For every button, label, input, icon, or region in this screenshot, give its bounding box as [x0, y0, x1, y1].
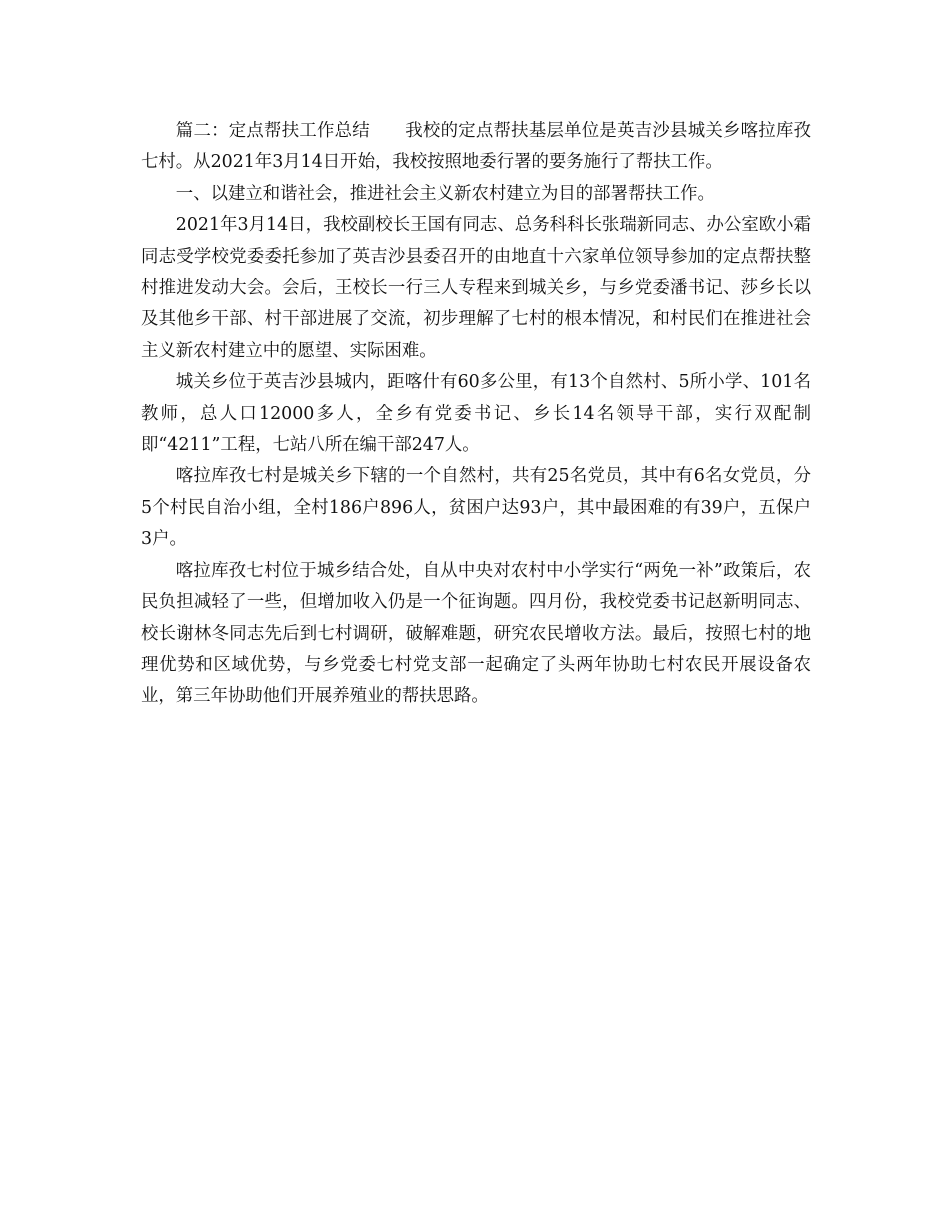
paragraph-assistance-plan: 喀拉库孜七村位于城乡结合处，自从中央对农村中小学实行“两免一补”政策后，农民负担减轻了一些，但增加收入仍是一个征询题。四月份，我校党委书记赵新明同志、校长谢林冬同志先后到七村调研，破解难题，研究农民增收方法。最后，按照七村的地理优势和区域优势，与乡党委七村党支部一起确定了头两年协助七村农民开展设备农业，第三年协助他们开展养殖业的帮扶思路。 [141, 560, 811, 707]
paragraph-meeting: 2021年3月14日，我校副校长王国有同志、总务科科长张瑞新同志、办公室欧小霜同志受学校党委委托参加了英吉沙县委召开的由地直十六家单位领导参加的定点帮扶整村推进发动大会。会后，王校长一行三人专程来到城关乡，与乡党委潘书记、莎乡长以及其他乡干部、村干部进展了交流，初步理解了七村的根本情况，和村民们在推进社会主义新农村建立中的愿望、实际困难。 [141, 215, 811, 361]
paragraph-section-heading: 一、以建立和谐社会，推进社会主义新农村建立为目的部署帮扶工作。 [175, 183, 715, 204]
paragraph-intro: 篇二：定点帮扶工作总结 我校的定点帮扶基层单位是英吉沙县城关乡喀拉库孜七村。从2021年3月14日开始，我校按照地委行署的要务施行了帮扶工作。 [141, 121, 811, 173]
paragraph-village-overview: 喀拉库孜七村是城关乡下辖的一个自然村，共有25名党员，其中有6名女党员，分5个村民自治小组，全村186户896人，贫困户达93户，其中最困难的有39户，五保户3户。 [141, 466, 811, 550]
paragraph-township-overview: 城关乡位于英吉沙县城内，距喀什有60多公里，有13个自然村、5所小学、101名教师，总人口12000多人，全乡有党委书记、乡长14名领导干部，实行双配制即“4211”工程，七站八所在编干部247人。 [141, 372, 811, 456]
document-body [141, 116, 811, 713]
